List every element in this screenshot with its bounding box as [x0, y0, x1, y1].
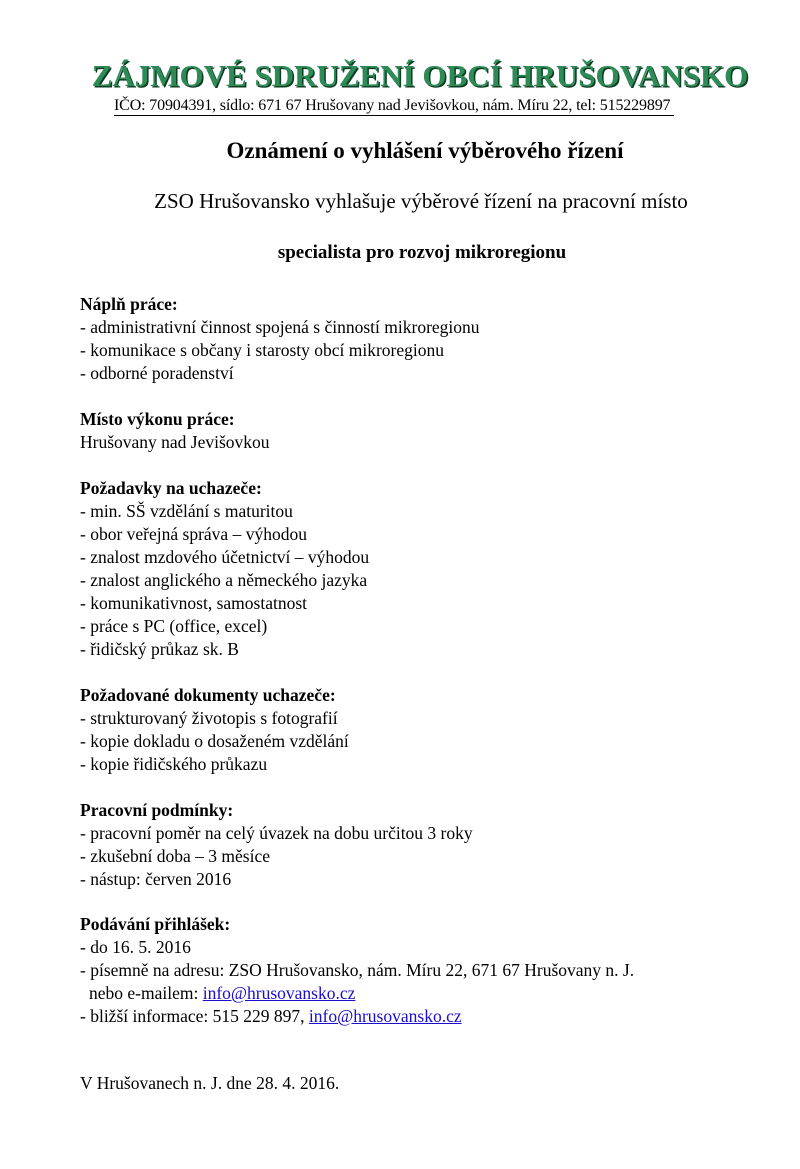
- info-prefix: - bližší informace: 515 229 897,: [80, 1006, 309, 1026]
- position-name: specialista pro rozvoj mikroregionu: [277, 242, 567, 263]
- list-item: - práce s PC (office, excel): [80, 616, 268, 636]
- section-workplace: [80, 408, 270, 454]
- section-applications: [80, 913, 634, 1028]
- list-item: - komunikace s občany i starosty obcí mikroregionu: [80, 340, 445, 360]
- list-item: - min. SŠ vzdělání s maturitou: [80, 501, 293, 521]
- section-conditions: [80, 799, 473, 891]
- email-prefix: nebo e-mailem:: [89, 983, 203, 1003]
- deadline-item: - do 16. 5. 2016: [80, 937, 191, 957]
- organization-info: IČO: 70904391, sídlo: 671 67 Hrušovany nad Jevišovkou, nám. Míru 22, tel: 515229897: [114, 96, 674, 116]
- section-heading: Požadované dokumenty uchazeče:: [80, 685, 336, 705]
- section-documents: [80, 684, 349, 776]
- section-heading: Pracovní podmínky:: [80, 800, 234, 820]
- section-requirements: [80, 477, 369, 661]
- list-item: - kopie dokladu o dosaženém vzdělání: [80, 731, 349, 751]
- place-and-date: V Hrušovanech n. J. dne 28. 4. 2016.: [80, 1073, 340, 1093]
- list-item: - kopie řidičského průkazu: [80, 754, 268, 774]
- info-email-link[interactable]: info@hrusovansko.cz: [308, 1006, 462, 1026]
- list-item: - pracovní poměr na celý úvazek na dobu určitou 3 roky: [80, 823, 473, 843]
- organization-title: ZÁJMOVÉ SDRUŽENÍ OBCÍ HRUŠOVANSKO: [91, 58, 749, 93]
- workplace-value: Hrušovany nad Jevišovkou: [80, 432, 270, 452]
- list-item: - odborné poradenství: [80, 363, 234, 383]
- section-job-content: [80, 293, 480, 385]
- list-item: - komunikativnost, samostatnost: [80, 593, 308, 613]
- list-item: - zkušební doba – 3 měsíce: [80, 846, 271, 866]
- section-heading: Náplň práce:: [80, 294, 178, 314]
- address-item: - písemně na adresu: ZSO Hrušovansko, nám. Míru 22, 671 67 Hrušovany n. J.: [80, 960, 635, 980]
- list-item: - znalost anglického a německého jazyka: [80, 570, 368, 590]
- list-item: - strukturovaný životopis s fotografií: [80, 708, 338, 728]
- email-link[interactable]: info@hrusovansko.cz: [202, 983, 356, 1003]
- list-item: - řidičský průkaz sk. B: [80, 639, 239, 659]
- list-item: - znalost mzdového účetnictví – výhodou: [80, 547, 370, 567]
- list-item: - administrativní činnost spojená s činností mikroregionu: [80, 317, 480, 337]
- email-item: [80, 982, 634, 1005]
- info-item: [80, 1005, 634, 1028]
- section-heading: Podávání přihlášek:: [80, 914, 231, 934]
- notice-title: Oznámení o vyhlášení výběrového řízení: [226, 138, 624, 163]
- section-heading: Požadavky na uchazeče:: [80, 478, 262, 498]
- list-item: - nástup: červen 2016: [80, 869, 232, 889]
- section-heading: Místo výkonu práce:: [80, 409, 235, 429]
- list-item: - obor veřejná správa – výhodou: [80, 524, 307, 544]
- announcement-text: ZSO Hrušovansko vyhlašuje výběrové řízení na pracovní místo: [154, 189, 688, 213]
